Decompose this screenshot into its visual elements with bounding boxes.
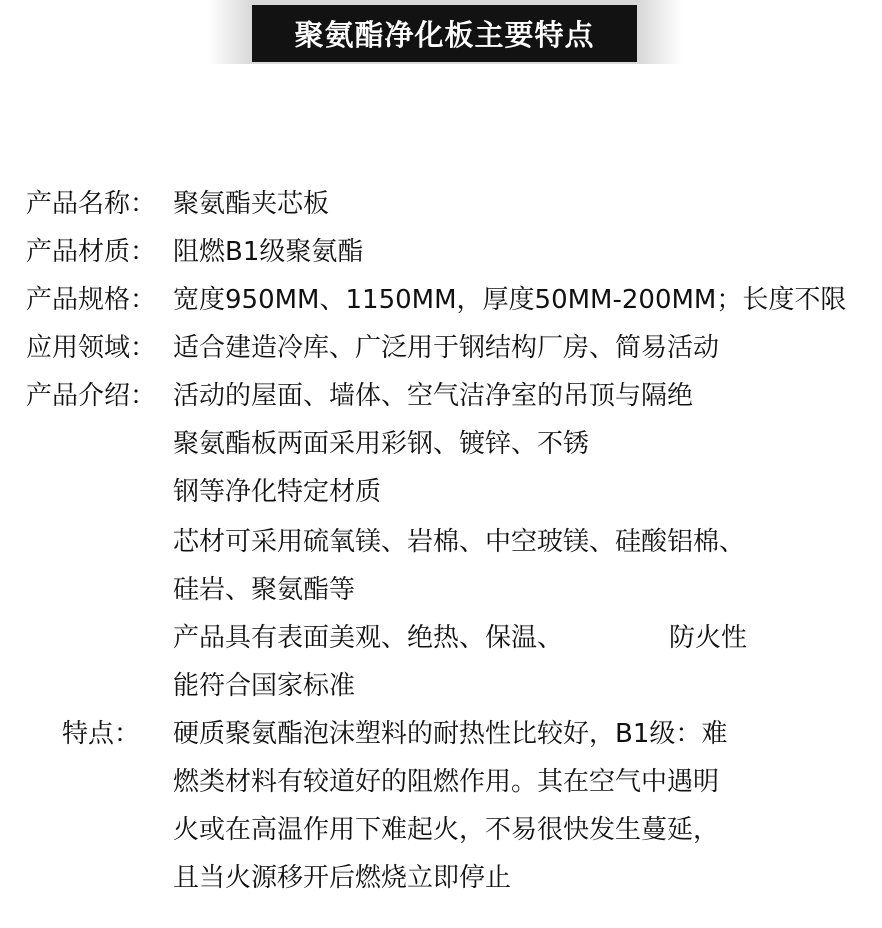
row-label: 产品名称： [26,189,157,219]
intro-line [0,662,882,710]
row-label: 应用领域： [26,333,157,363]
intro-line [0,614,882,662]
row-value: 活动的屋面、墙体、空气洁净室的吊顶与隔绝 [173,381,694,411]
spec-row-name [0,180,882,228]
spec-row-material [0,228,882,276]
features-label: 特点： [62,719,141,749]
spec-row-application [0,324,882,372]
row-label: 产品材质： [26,237,157,267]
row-label: 产品介绍： [26,381,157,411]
features-text: 燃类材料有较道好的阻燃作用。其在空气中遇明 [173,767,720,797]
features-line [0,806,882,854]
intro-text-with-gap [173,614,747,662]
features-text: 火或在高温作用下难起火，不易很快发生蔓延， [173,815,720,845]
intro-text: 聚氨酯板两面采用彩钢、镀锌、不锈 [173,429,590,459]
row-value: 适合建造冷库、广泛用于钢结构厂房、简易活动 [173,333,720,363]
features-row [0,710,882,758]
features-line [0,854,882,902]
title-box [252,5,637,62]
intro-line [0,468,882,516]
row-value: 聚氨酯夹芯板 [173,189,330,219]
row-value: 宽度950MM、1150MM，厚度50MM-200MM；长度不限 [173,285,847,315]
intro-text-a: 产品具有表面美观、绝热、保温、 [173,623,564,653]
intro-line [0,566,882,614]
spec-row-intro [0,372,882,420]
page-title: 聚氨酯净化板主要特点 [294,18,595,52]
intro-text-b: 防火性 [669,623,748,653]
features-text: 且当火源移开后燃烧立即停止 [173,863,512,893]
spec-row-size [0,276,882,324]
intro-text: 芯材可采用硫氧镁、岩棉、中空玻镁、硅酸铝棉、 [173,527,746,557]
features-text: 硬质聚氨酯泡沫塑料的耐热性比较好，B1级：难 [173,719,728,749]
intro-text: 硅岩、聚氨酯等 [173,575,356,605]
intro-text: 钢等净化特定材质 [173,477,382,507]
features-line [0,758,882,806]
intro-line [0,420,882,468]
row-value: 阻燃B1级聚氨酯 [173,237,364,267]
row-label: 产品规格： [26,285,157,315]
intro-text: 能符合国家标准 [173,671,356,701]
intro-line [0,518,882,566]
